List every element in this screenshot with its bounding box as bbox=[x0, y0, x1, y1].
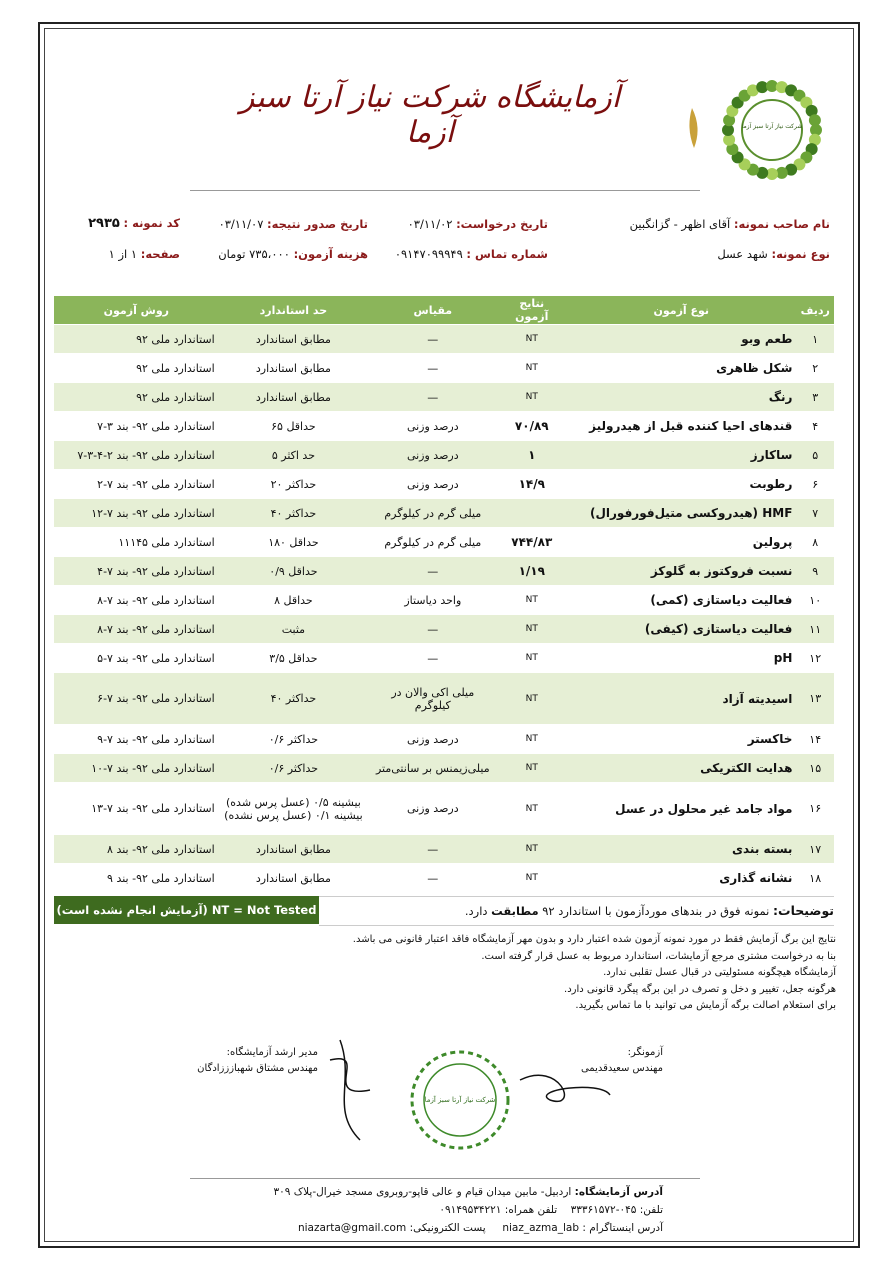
description-bold: مطابقت bbox=[491, 904, 539, 918]
test-result: NT bbox=[497, 864, 566, 893]
test-method: استاندارد ملی ۹۲- بند ۹ bbox=[54, 864, 219, 893]
test-method: استاندارد ملی ۹۲- بند ۷-۹ bbox=[54, 725, 219, 754]
test-name: فعالیت دیاستازی (کمی) bbox=[566, 586, 796, 615]
test-standard: مطابق استاندارد bbox=[219, 354, 368, 383]
test-unit: میلی گرم در کیلوگرم bbox=[368, 528, 497, 557]
request-date-value: ۰۳/۱۱/۰۲ bbox=[407, 217, 453, 231]
test-result: NT bbox=[497, 615, 566, 644]
contact-field bbox=[395, 247, 548, 261]
title-divider bbox=[190, 190, 700, 191]
row-number: ۷ bbox=[796, 499, 834, 528]
test-name: مواد جامد غیر محلول در عسل bbox=[566, 783, 796, 835]
sample-code-value: ۲۹۳۵ bbox=[88, 216, 120, 231]
test-standard: مثبت bbox=[219, 615, 368, 644]
mobile-label: تلفن همراه: bbox=[504, 1204, 558, 1216]
test-standard: حداقل ۶۵ bbox=[219, 412, 368, 441]
test-unit: میلی اکی والان در کیلوگرم bbox=[368, 673, 497, 725]
row-number: ۱۰ bbox=[796, 586, 834, 615]
table-row bbox=[54, 499, 834, 528]
row-number: ۱۱ bbox=[796, 615, 834, 644]
table-row bbox=[54, 673, 834, 725]
note-line: آزمایشگاه هیچگونه مسئولیتی در قبال عسل تقلبی ندارد. bbox=[603, 967, 836, 978]
table-row bbox=[54, 725, 834, 754]
test-unit: میلی گرم در کیلوگرم bbox=[368, 499, 497, 528]
table-row bbox=[54, 615, 834, 644]
test-name: رطوبت bbox=[566, 470, 796, 499]
owner-value: آقای اظهر - گزانگبین bbox=[629, 217, 731, 231]
address-label: آدرس آزمایشگاه: bbox=[574, 1186, 663, 1198]
test-result: NT bbox=[497, 783, 566, 835]
table-header-row bbox=[54, 296, 834, 325]
request-date-label: تاریخ درخواست: bbox=[456, 217, 548, 231]
request-date-field bbox=[408, 217, 548, 231]
row-number: ۱۶ bbox=[796, 783, 834, 835]
signature-stamp-area bbox=[300, 1020, 620, 1160]
row-number: ۳ bbox=[796, 383, 834, 412]
result-date-label: تاریخ صدور نتیجه: bbox=[267, 217, 368, 231]
table-row bbox=[54, 557, 834, 586]
table-row bbox=[54, 354, 834, 383]
test-result: ۱ bbox=[497, 441, 566, 470]
test-standard: مطابق استاندارد bbox=[219, 325, 368, 354]
logo-text: شرکت نیاز آرتا سبز آزما bbox=[741, 123, 803, 130]
test-unit: درصد وزنی bbox=[368, 470, 497, 499]
test-unit: — bbox=[368, 383, 497, 412]
test-result: ۱۴/۹ bbox=[497, 470, 566, 499]
test-name: بسته بندی bbox=[566, 835, 796, 864]
test-result: ۱/۱۹ bbox=[497, 557, 566, 586]
test-standard: مطابق استاندارد bbox=[219, 383, 368, 412]
result-date-value: ۰۳/۱۱/۰۷ bbox=[218, 217, 264, 231]
test-unit: — bbox=[368, 557, 497, 586]
table-row bbox=[54, 412, 834, 441]
tester-label: آزمونگر: bbox=[627, 1047, 663, 1058]
test-unit: درصد وزنی bbox=[368, 783, 497, 835]
row-number: ۱۳ bbox=[796, 673, 834, 725]
test-unit: — bbox=[368, 644, 497, 673]
test-unit: درصد وزنی bbox=[368, 725, 497, 754]
row-number: ۱۵ bbox=[796, 754, 834, 783]
tester-signature bbox=[520, 1075, 610, 1101]
row-number: ۱۷ bbox=[796, 835, 834, 864]
phone-field bbox=[439, 1204, 663, 1216]
test-result: NT bbox=[497, 383, 566, 412]
row-number: ۴ bbox=[796, 412, 834, 441]
dna-icon bbox=[689, 108, 697, 148]
description-bar bbox=[54, 896, 834, 924]
stamp-text: شرکت نیاز آرتا سبز آزما bbox=[424, 1096, 496, 1104]
test-name: هدایت الکتریکی bbox=[566, 754, 796, 783]
owner-label: نام صاحب نمونه: bbox=[733, 217, 830, 231]
test-method: استاندارد ملی ۹۲- بند ۷-۸ bbox=[54, 615, 219, 644]
company-logo bbox=[672, 68, 827, 198]
test-method: استاندارد ملی ۹۲- بند ۷-۱۰ bbox=[54, 754, 219, 783]
page-value: ۱ از ۱ bbox=[108, 247, 138, 261]
test-method: استاندارد ملی ۹۲ bbox=[54, 325, 219, 354]
test-standard: مطابق استاندارد bbox=[219, 864, 368, 893]
address-value: اردبیل- مابین میدان قیام و عالی قاپو-روبروی مسجد خیرال-پلاک ۳۰۹ bbox=[273, 1186, 572, 1198]
col-method-header: روش آزمون bbox=[54, 296, 219, 325]
test-unit: — bbox=[368, 835, 497, 864]
description-after: دارد. bbox=[464, 904, 488, 918]
test-result: ۷۰/۸۹ bbox=[497, 412, 566, 441]
test-result: NT bbox=[497, 673, 566, 725]
sample-type-label: نوع نمونه: bbox=[771, 247, 830, 261]
test-method: استاندارد ملی ۹۲- بند ۷-۵ bbox=[54, 644, 219, 673]
row-number: ۱۸ bbox=[796, 864, 834, 893]
table-row bbox=[54, 586, 834, 615]
table-row bbox=[54, 644, 834, 673]
test-name: HMF (هیدروکسی متیل‌فورفورال) bbox=[566, 499, 796, 528]
row-number: ۶ bbox=[796, 470, 834, 499]
test-method: استاندارد ملی ۹۲- بند ۲-۴-۳-۷ bbox=[54, 441, 219, 470]
sample-code-field bbox=[88, 216, 180, 231]
test-unit: — bbox=[368, 354, 497, 383]
table-row bbox=[54, 835, 834, 864]
test-method: استاندارد ملی ۹۲- بند ۳-۷ bbox=[54, 412, 219, 441]
row-number: ۱ bbox=[796, 325, 834, 354]
lab-title: آزمایشگاه شرکت نیاز آرتا سبز آزما bbox=[239, 80, 621, 150]
owner-field bbox=[630, 217, 830, 231]
test-result: NT bbox=[497, 835, 566, 864]
test-unit: درصد وزنی bbox=[368, 441, 497, 470]
test-standard: حداقل ۱۸۰ bbox=[219, 528, 368, 557]
cost-value: ۷۳۵،۰۰۰ تومان bbox=[218, 247, 290, 261]
row-number: ۲ bbox=[796, 354, 834, 383]
test-method: استاندارد ملی ۹۲- بند ۷-۱۲ bbox=[54, 499, 219, 528]
test-standard: حداکثر ۴۰ bbox=[219, 499, 368, 528]
col-standard-header: حد استاندارد bbox=[219, 296, 368, 325]
test-method: استاندارد ملی ۹۲- بند ۷-۴ bbox=[54, 557, 219, 586]
row-number: ۱۴ bbox=[796, 725, 834, 754]
instagram-label: آدرس اینستاگرام : bbox=[582, 1222, 663, 1234]
col-row-header: ردیف bbox=[796, 296, 834, 325]
cost-field bbox=[218, 247, 368, 261]
test-name: ساکارز bbox=[566, 441, 796, 470]
mobile-value: ۰۹۱۴۹۵۳۴۲۲۱ bbox=[439, 1204, 502, 1216]
logo-dot bbox=[809, 114, 821, 126]
test-standard: حداقل ۰/۹ bbox=[219, 557, 368, 586]
sample-type-field bbox=[717, 247, 830, 261]
contact-label: شماره تماس : bbox=[466, 247, 548, 261]
sample-code-label: کد نمونه : bbox=[123, 216, 180, 230]
col-result-header: نتایج آزمون bbox=[497, 296, 566, 325]
test-result bbox=[497, 499, 566, 528]
note-line: نتایج این برگ آزمایش فقط در مورد نمونه آزمون شده اعتبار دارد و بدون مهر آزمایشگاه فاقد اعتبار قانونی می باشد. bbox=[352, 934, 836, 945]
test-result: NT bbox=[497, 325, 566, 354]
table-row bbox=[54, 754, 834, 783]
table-row bbox=[54, 783, 834, 835]
test-method: استاندارد ملی ۹۲- بند ۷-۶ bbox=[54, 673, 219, 725]
cost-label: هزینه آزمون: bbox=[293, 247, 368, 261]
manager-signature bbox=[330, 1040, 370, 1140]
test-name: خاکستر bbox=[566, 725, 796, 754]
test-standard: مطابق استاندارد bbox=[219, 835, 368, 864]
test-name: نسبت فروکتوز به گلوکز bbox=[566, 557, 796, 586]
results-table bbox=[54, 296, 834, 893]
test-standard: بیشینه ۰/۵ (عسل پرس شده) بیشینه ۰/۱ (عسل پرس نشده) bbox=[219, 783, 368, 835]
note-line: برای استعلام اصالت برگه آزمایش می توانید با ما تماس بگیرید. bbox=[575, 1000, 836, 1011]
test-method: استاندارد ملی ۹۲- بند ۷-۱۳ bbox=[54, 783, 219, 835]
test-standard: حداقل ۸ bbox=[219, 586, 368, 615]
manager-name: مهندس مشتاق شهبازززادگان bbox=[197, 1063, 318, 1074]
manager-label: مدیر ارشد آزمایشگاه: bbox=[226, 1047, 318, 1058]
test-method: استاندارد ملی ۹۲- بند ۷-۲ bbox=[54, 470, 219, 499]
email-label: پست الکترونیکی: bbox=[409, 1222, 486, 1234]
test-standard: حد اکثر ۵ bbox=[219, 441, 368, 470]
description-label: توضیحات: bbox=[773, 903, 834, 918]
test-standard: حداکثر ۰/۶ bbox=[219, 725, 368, 754]
page-field bbox=[109, 247, 180, 261]
notes-block bbox=[276, 932, 836, 1015]
test-method: استاندارد ملی ۱۱۱۴۵ bbox=[54, 528, 219, 557]
test-result: NT bbox=[497, 754, 566, 783]
test-unit: میلی‌زیمنس بر سانتی‌متر bbox=[368, 754, 497, 783]
test-method: استاندارد ملی ۹۲- بند ۷-۸ bbox=[54, 586, 219, 615]
footer-divider bbox=[190, 1178, 700, 1179]
col-test-header: نوع آزمون bbox=[566, 296, 796, 325]
row-number: ۵ bbox=[796, 441, 834, 470]
test-unit: — bbox=[368, 325, 497, 354]
table-row bbox=[54, 325, 834, 354]
table-row bbox=[54, 441, 834, 470]
row-number: ۱۲ bbox=[796, 644, 834, 673]
test-standard: حداقل ۳/۵ bbox=[219, 644, 368, 673]
test-name: اسیدیته آزاد bbox=[566, 673, 796, 725]
test-unit: — bbox=[368, 864, 497, 893]
test-name: قندهای احیا کننده قبل از هیدرولیز bbox=[566, 412, 796, 441]
test-result: NT bbox=[497, 354, 566, 383]
test-unit: درصد وزنی bbox=[368, 412, 497, 441]
test-unit: — bbox=[368, 615, 497, 644]
test-name: فعالیت دیاستازی (کیفی) bbox=[566, 615, 796, 644]
test-name: پرولین bbox=[566, 528, 796, 557]
row-number: ۸ bbox=[796, 528, 834, 557]
description-before: نمونه فوق در بندهای موردآزمون با استاندارد ۹۲ bbox=[542, 904, 770, 918]
test-standard: حداکثر ۰/۶ bbox=[219, 754, 368, 783]
test-name: نشانه گذاری bbox=[566, 864, 796, 893]
test-name: رنگ bbox=[566, 383, 796, 412]
phone-value: ۰۴۵-۳۳۳۶۱۵۷۲ bbox=[570, 1204, 637, 1216]
test-method: استاندارد ملی ۹۲- بند ۸ bbox=[54, 835, 219, 864]
test-result: NT bbox=[497, 586, 566, 615]
tester-name: مهندس سعیدقدیمی bbox=[580, 1063, 663, 1074]
page-label: صفحه: bbox=[140, 247, 180, 261]
test-result: NT bbox=[497, 725, 566, 754]
table-row bbox=[54, 864, 834, 893]
col-unit-header: مقیاس bbox=[368, 296, 497, 325]
test-method: استاندارد ملی ۹۲ bbox=[54, 354, 219, 383]
test-standard: حداکثر ۲۰ bbox=[219, 470, 368, 499]
note-line: هرگونه جعل، تغییر و دخل و تصرف در این برگه پیگرد قانونی دارد. bbox=[564, 983, 836, 995]
phone-label: تلفن: bbox=[639, 1204, 663, 1216]
test-standard: حداکثر ۴۰ bbox=[219, 673, 368, 725]
test-name: طعم وبو bbox=[566, 325, 796, 354]
row-number: ۹ bbox=[796, 557, 834, 586]
test-unit: واحد دیاستاز bbox=[368, 586, 497, 615]
test-method: استاندارد ملی ۹۲ bbox=[54, 383, 219, 412]
test-result: NT bbox=[497, 644, 566, 673]
sample-type-value: شهد عسل bbox=[717, 247, 768, 261]
test-name: شکل ظاهری bbox=[566, 354, 796, 383]
result-date-field bbox=[219, 217, 368, 231]
test-name: pH bbox=[566, 644, 796, 673]
table-row bbox=[54, 383, 834, 412]
results-body bbox=[54, 325, 834, 893]
test-result: ۷۴۴/۸۳ bbox=[497, 528, 566, 557]
table-row bbox=[54, 470, 834, 499]
note-line: بنا به درخواست مشتری مرجع آزمایشات، استاندارد مربوط به عسل قرار گرفته است. bbox=[481, 950, 836, 962]
contact-value: ۰۹۱۴۷۰۹۹۹۴۹ bbox=[394, 247, 463, 261]
nt-legend-box: NT = Not Tested (آزمایش انجام نشده است) bbox=[54, 896, 319, 924]
email-value[interactable]: niazarta@gmail.com bbox=[297, 1222, 407, 1234]
table-row bbox=[54, 528, 834, 557]
description-text bbox=[319, 896, 834, 926]
address-field bbox=[273, 1186, 663, 1198]
instagram-value[interactable]: niaz_azma_lab bbox=[502, 1222, 579, 1234]
contact-online-field bbox=[298, 1222, 663, 1234]
